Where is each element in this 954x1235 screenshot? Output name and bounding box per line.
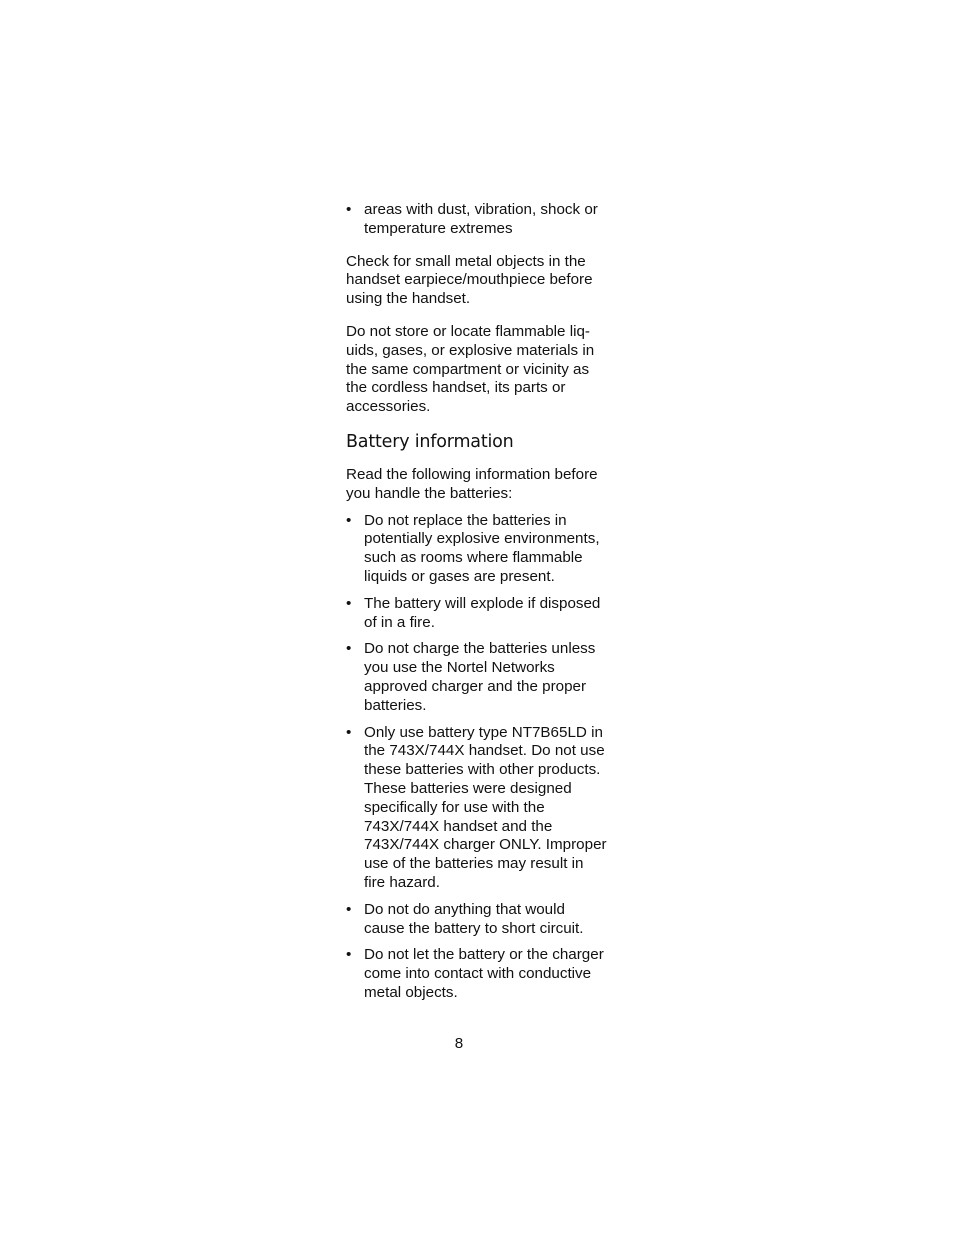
list-item <box>346 512 608 587</box>
paragraph-metal-objects: Check for small metal objects in the handset earpiece/mouthpiece before using the handset. <box>346 252 593 308</box>
list-item-text: Do not let the battery or the charger come into contact with conductive metal objects. <box>364 946 604 1001</box>
paragraph-flammable: Do not store or locate flammable liq-uids, gases, or explosive materials in the same compartment or vicinity as the cordless handset, its parts or accessories. <box>346 322 595 416</box>
list-item-text: Do not charge the batteries unless you use the Nortel Networks approved charger and the proper batteries. <box>364 640 596 714</box>
bullet-icon: • <box>346 946 352 964</box>
list-item-text: Do not do anything that would cause the battery to short circuit. <box>364 900 584 937</box>
list-item <box>346 724 608 893</box>
list-item <box>346 901 608 939</box>
bullet-icon: • <box>346 201 352 218</box>
list-item-text: Only use battery type NT7B65LD in the 743X/744X handset. Do not use these batteries with other products. These batteries were designed specifically for use with the 743X/744X handset and the 743X/744X charger ONLY. Improper use of the batteries may result in fire hazard. <box>364 723 607 891</box>
battery-intro: Read the following information before you handle the batteries: <box>346 465 598 502</box>
list-item-text: The battery will explode if disposed of in a fire. <box>364 594 601 631</box>
list-item <box>346 201 608 239</box>
bullet-icon: • <box>346 640 352 658</box>
list-item <box>346 946 608 1002</box>
list-item-text: Do not replace the batteries in potentially explosive environments, such as rooms where flammable liquids or gases are present. <box>364 511 600 585</box>
page-number: 8 <box>454 1035 464 1052</box>
bullet-icon: • <box>346 594 352 612</box>
page-content <box>346 201 608 1003</box>
bullet-icon: • <box>346 511 352 529</box>
bullet-icon: • <box>346 900 352 918</box>
list-item <box>346 640 608 715</box>
bullet-icon: • <box>346 723 352 741</box>
list-item <box>346 595 608 633</box>
list-item-text: areas with dust, vibration, shock or temperature extremes <box>364 201 598 237</box>
section-heading: Battery information <box>346 431 514 452</box>
